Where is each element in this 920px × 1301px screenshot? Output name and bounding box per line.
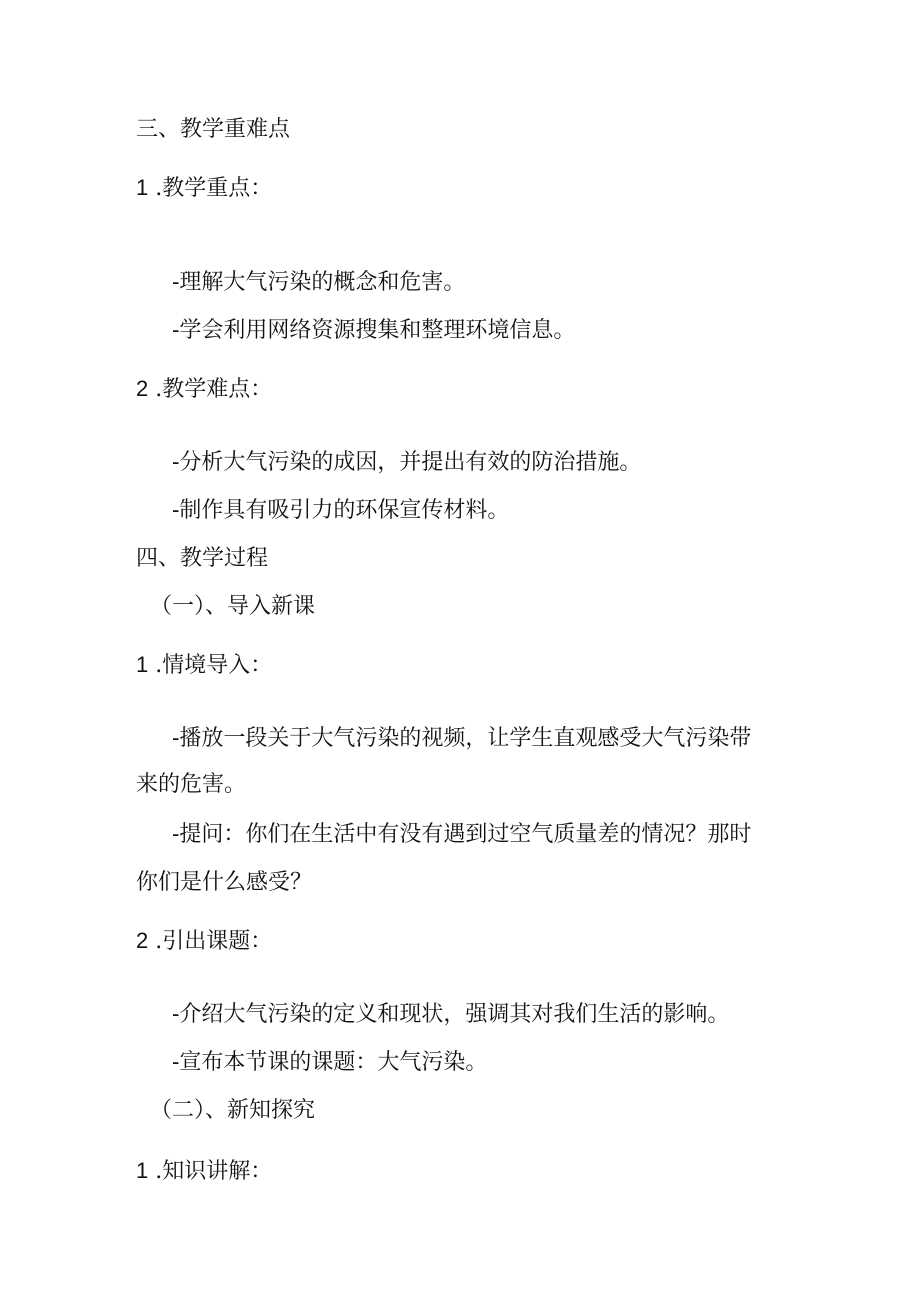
section-heading-3: 三、教学重难点 xyxy=(136,117,291,142)
subheading-situation xyxy=(136,650,272,681)
subheading-key-points xyxy=(136,173,272,204)
list-item-continuation: 你们是什么感受？ xyxy=(136,870,313,895)
subheading-label: .教学重点： xyxy=(155,176,273,201)
subheading-label: .教学难点： xyxy=(155,377,273,402)
subheading-difficult-points xyxy=(136,374,272,405)
list-item: -播放一段关于大气污染的视频，让学生直观感受大气污染带 xyxy=(172,726,752,751)
list-item: -制作具有吸引力的环保宣传材料。 xyxy=(172,498,510,523)
list-item: -理解大气污染的概念和危害。 xyxy=(172,270,466,295)
list-number: 2 xyxy=(136,376,149,401)
list-number: 1 xyxy=(136,175,149,200)
list-item: -学会利用网络资源搜集和整理环境信息。 xyxy=(172,318,576,343)
list-item: -介绍大气污染的定义和现状，强调其对我们生活的影响。 xyxy=(172,1002,730,1027)
list-number: 1 xyxy=(136,652,149,677)
list-number: 1 xyxy=(136,1158,149,1183)
list-item: -分析大气污染的成因，并提出有效的防治措施。 xyxy=(172,450,642,475)
part-heading-1: （一）、导入新课 xyxy=(150,594,316,619)
list-number: 2 xyxy=(136,928,149,953)
subheading-label: .引出课题： xyxy=(155,929,273,954)
subheading-knowledge xyxy=(136,1156,272,1187)
list-item: -提问：你们在生活中有没有遇到过空气质量差的情况？那时 xyxy=(172,822,752,847)
part-heading-2: （二）、新知探究 xyxy=(150,1098,316,1123)
list-item-continuation: 来的危害。 xyxy=(136,772,247,797)
list-item: -宣布本节课的课题：大气污染。 xyxy=(172,1050,488,1075)
section-heading-4: 四、教学过程 xyxy=(136,546,269,571)
subheading-topic xyxy=(136,926,272,957)
subheading-label: .情境导入： xyxy=(155,653,273,678)
subheading-label: .知识讲解： xyxy=(155,1159,273,1184)
